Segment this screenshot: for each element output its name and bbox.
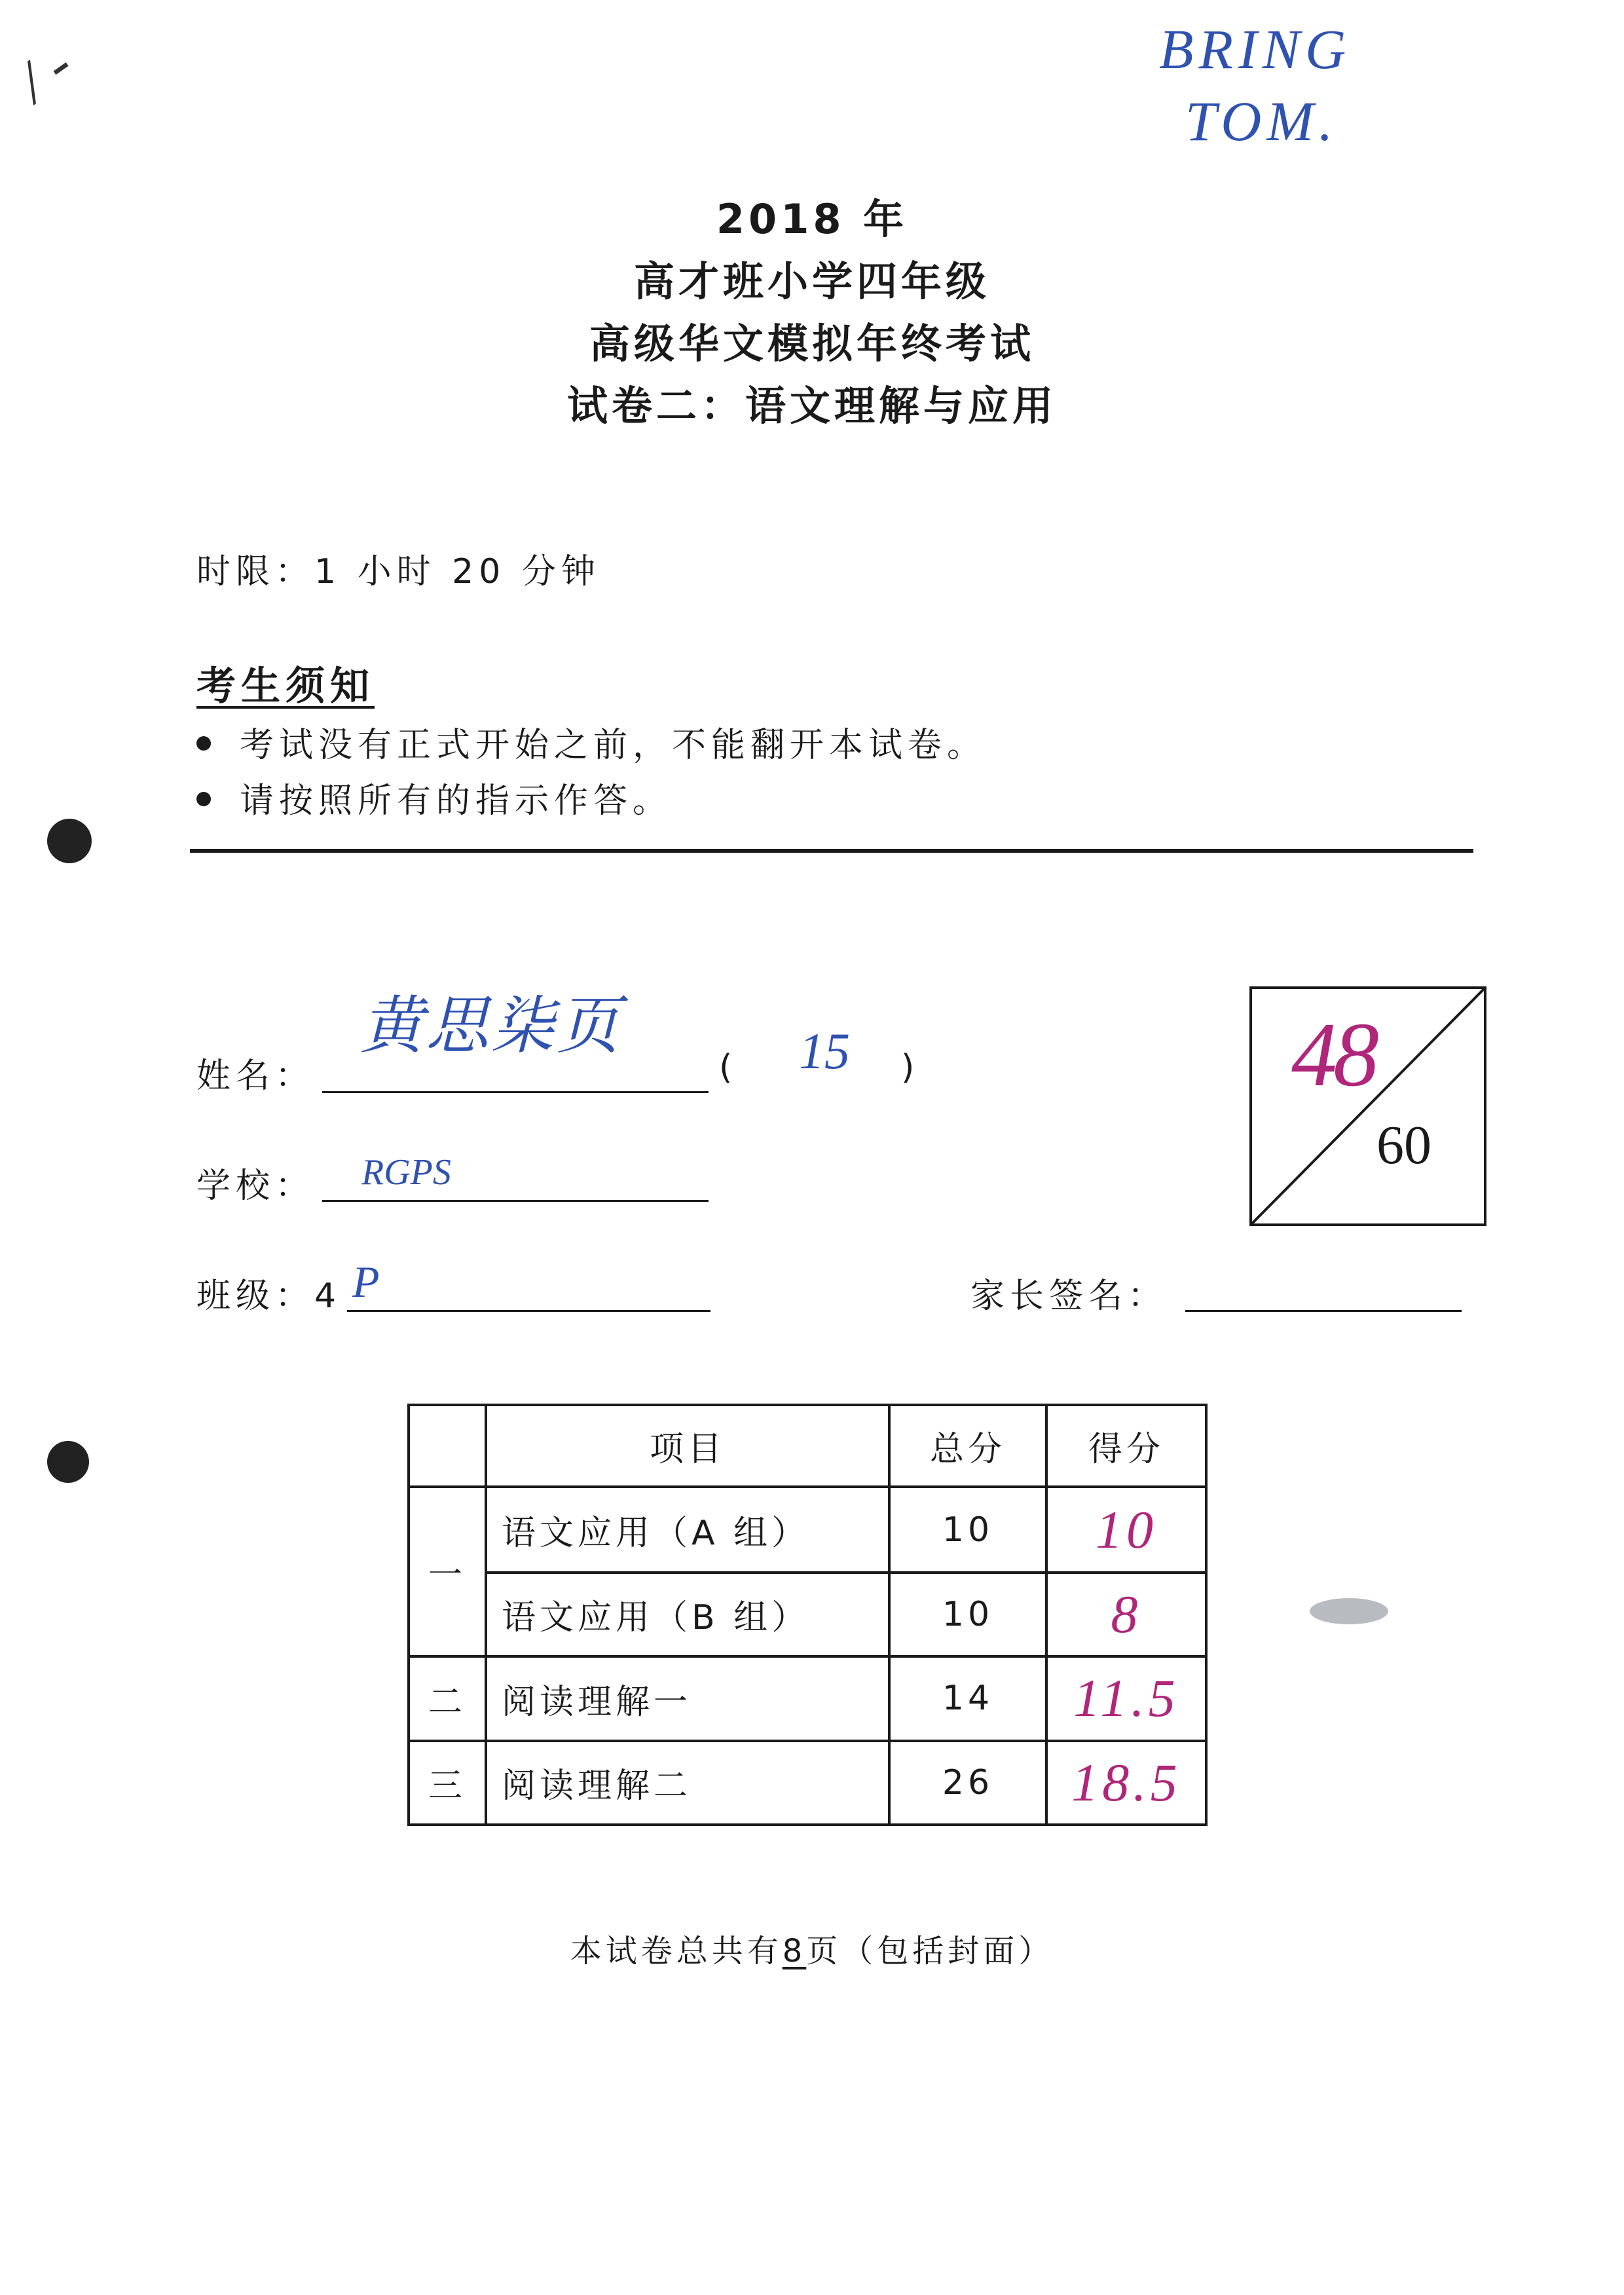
page-count-note (0, 1926, 1624, 1971)
ink-smudge (1310, 1598, 1388, 1624)
table-row (409, 1741, 1206, 1825)
corner-scribble: / - (5, 31, 84, 115)
parent-signature-label: 家长签名： (970, 1277, 1168, 1316)
exam-title: 高级华文模拟年终考试 (589, 320, 1035, 367)
table-row (409, 1656, 1206, 1740)
time-limit: 时限：1 小时 20 分钟 (196, 552, 600, 591)
school-value: RGPS (361, 1152, 451, 1193)
handwritten-note-line2: TOM. (1185, 90, 1338, 153)
index-open: ( (719, 1048, 738, 1087)
table-row (409, 1487, 1206, 1572)
table-header-blank (409, 1405, 486, 1487)
class-value: P (352, 1257, 380, 1307)
score-obtained: 48 (1291, 1004, 1375, 1106)
score-cell: 10 (1046, 1487, 1206, 1572)
score-box (1249, 986, 1486, 1226)
score-cell: 18.5 (1046, 1741, 1206, 1825)
section-cell: 二 (409, 1656, 486, 1740)
paper-title: 试卷二：语文理解与应用 (566, 382, 1057, 430)
instruction-text: 考试没有正式开始之前，不能翻开本试卷。 (240, 726, 987, 765)
item-cell: 语文应用（A 组） (486, 1487, 889, 1572)
punch-hole (47, 1441, 89, 1483)
item-cell: 阅读理解二 (486, 1741, 889, 1825)
item-cell: 语文应用（B 组） (486, 1573, 889, 1656)
score-table (407, 1404, 1208, 1826)
page-count-after: 页（包括封面） (806, 1933, 1054, 1969)
class-label: 班级：4 (196, 1277, 342, 1316)
section-cell: 一 (409, 1487, 486, 1656)
class-printed: 4 (314, 1277, 342, 1316)
item-cell: 阅读理解一 (486, 1656, 889, 1740)
instruction-item (196, 717, 986, 766)
page-count-before: 本试卷总共有 (570, 1933, 783, 1969)
name-line (322, 1091, 709, 1093)
school-line (322, 1200, 709, 1202)
table-header-total: 总分 (889, 1405, 1046, 1487)
section-divider (190, 849, 1473, 853)
score-cell: 8 (1046, 1573, 1206, 1656)
index-close: ) (901, 1048, 920, 1087)
instruction-text: 请按照所有的指示作答。 (240, 781, 673, 821)
bullet-icon (196, 792, 211, 806)
handwritten-note (1159, 13, 1351, 157)
total-cell: 14 (889, 1656, 1046, 1740)
page-count-number: 8 (782, 1933, 807, 1969)
parent-signature-line (1185, 1310, 1462, 1312)
name-value: 黄思柒页 (360, 991, 622, 1061)
total-cell: 10 (889, 1573, 1046, 1656)
table-header-score: 得分 (1046, 1405, 1206, 1487)
instructions-heading: 考生须知 (196, 663, 375, 709)
table-row (409, 1573, 1206, 1656)
class-level: 高才班小学四年级 (633, 257, 990, 305)
table-header-item: 项目 (486, 1405, 889, 1487)
score-cell: 11.5 (1046, 1656, 1206, 1740)
name-label: 姓名： (196, 1056, 315, 1096)
handwritten-note-line1: BRING (1159, 18, 1352, 81)
index-value: 15 (799, 1022, 850, 1079)
score-total: 60 (1376, 1115, 1431, 1176)
section-cell: 三 (409, 1741, 486, 1825)
instruction-item (196, 773, 672, 822)
punch-hole (47, 819, 92, 863)
bullet-icon (196, 736, 211, 751)
class-line (347, 1310, 710, 1312)
school-label: 学校： (196, 1166, 315, 1206)
total-cell: 10 (889, 1487, 1046, 1572)
total-cell: 26 (889, 1741, 1046, 1825)
exam-year: 2018 年 (716, 195, 908, 243)
